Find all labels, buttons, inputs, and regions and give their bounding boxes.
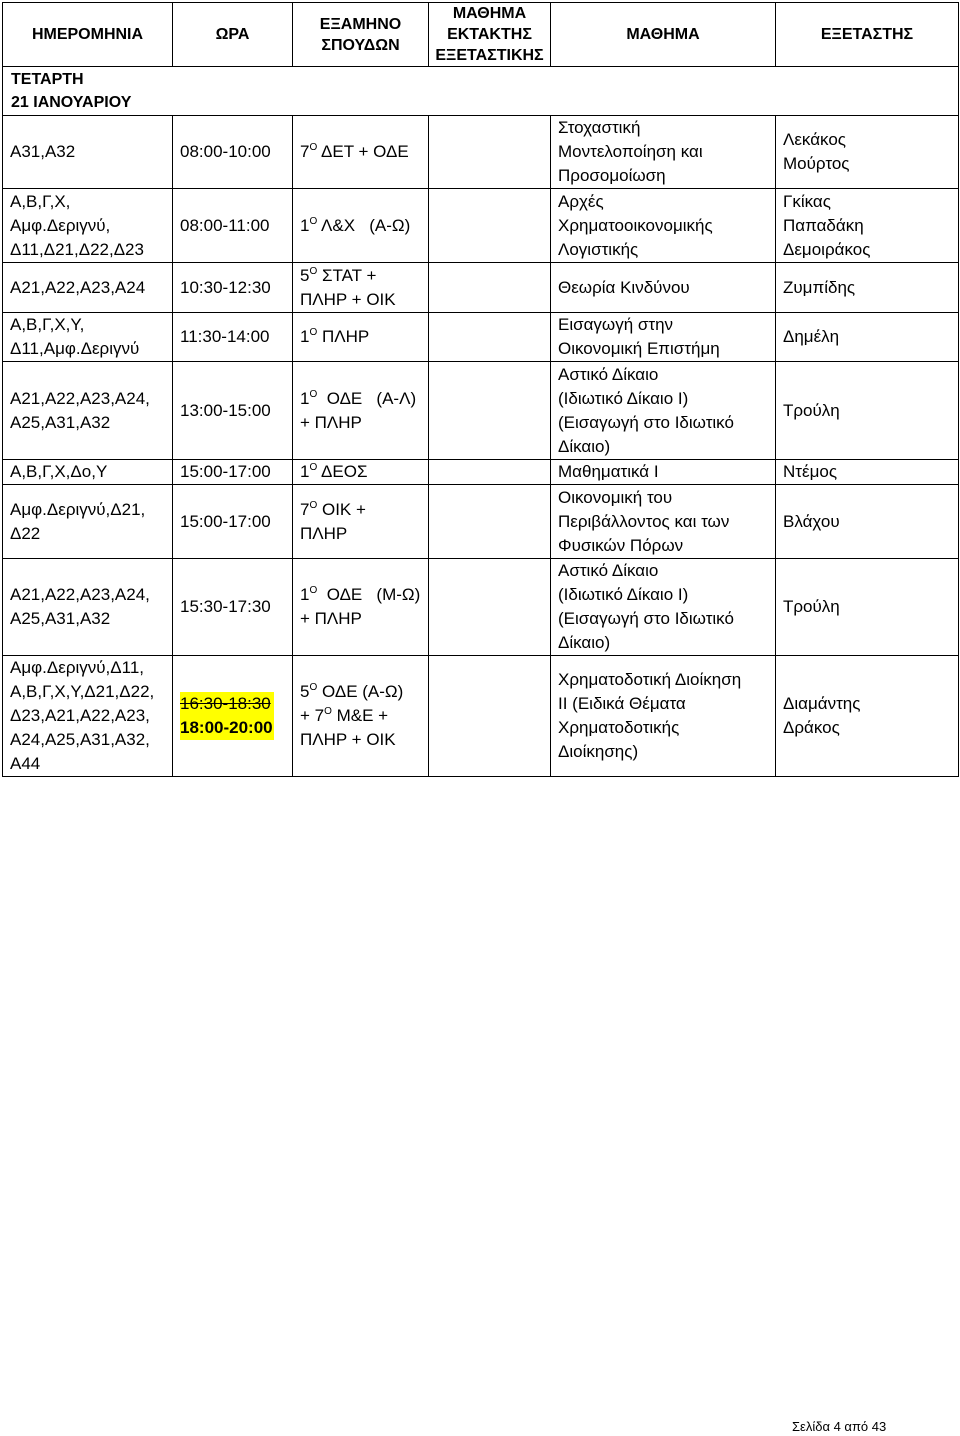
examiner-cell <box>776 116 959 189</box>
day-cell <box>3 67 959 116</box>
dept-line: Α,Β,Γ,Χ, <box>10 191 71 211</box>
time-cell <box>173 189 293 263</box>
time-text: 15:30-17:30 <box>180 597 271 616</box>
semester-program: + ΠΛΗΡ <box>300 609 362 628</box>
table-row <box>3 460 959 485</box>
table-row <box>3 362 959 460</box>
ordinal-superscript: Ο <box>309 499 318 511</box>
col-header-course: ΜΑΘΗΜΑ <box>551 3 776 67</box>
ordinal-superscript: Ο <box>309 215 318 227</box>
semester-line <box>300 140 423 164</box>
examiner-cell <box>776 485 959 559</box>
header-line: ΕΞΕΤΑΣΤΙΚΗΣ <box>435 47 544 64</box>
course-line: Θεωρία Κινδύνου <box>558 277 690 297</box>
semester-program: ΠΛΗΡ + ΟΙΚ <box>300 730 396 749</box>
semester-program: Λ&Χ (Α-Ω) <box>317 215 411 235</box>
extra-course-cell <box>429 656 551 777</box>
semester-line <box>300 325 423 349</box>
course-cell <box>551 362 776 460</box>
dept-cell <box>3 116 173 189</box>
dept-cell <box>3 559 173 656</box>
dept-line: Α24,Α25,Α31,Α32, <box>10 730 150 749</box>
dept-line: Α44 <box>10 754 41 773</box>
course-line: Οικονομική Επιστήμη <box>558 339 720 358</box>
ordinal-superscript: Ο <box>309 388 318 400</box>
header-line: ΕΞΑΜΗΝΟ <box>319 15 402 33</box>
dept-line: Α,Β,Γ,Χ,Υ, <box>10 315 85 334</box>
time-change-highlight <box>180 692 274 740</box>
dept-cell <box>3 656 173 777</box>
course-line: (Ιδιωτικό Δίκαιο Ι) <box>558 585 689 604</box>
examiner-cell <box>776 189 959 263</box>
semester-number: 1 <box>300 388 310 408</box>
dept-line: Δ23,Α21,Α22,Α23, <box>10 706 150 725</box>
time-cell <box>173 656 293 777</box>
time-text: 08:00-11:00 <box>180 215 270 235</box>
semester-cell <box>293 460 429 485</box>
semester-line <box>300 264 423 288</box>
header-line: ΕΚΤΑΚΤΗΣ <box>447 26 532 43</box>
ordinal-superscript: Ο <box>309 462 318 473</box>
ordinal-superscript: Ο <box>309 682 318 693</box>
examiner-cell <box>776 313 959 362</box>
dept-line: Α25,Α31,Α32 <box>10 609 111 628</box>
time-cell <box>173 485 293 559</box>
semester-number: 1 <box>300 585 310 604</box>
semester-line <box>300 704 423 728</box>
examiner-name: Τρούλη <box>783 400 840 420</box>
examiner-name: Παπαδάκη <box>783 215 864 235</box>
course-line: (Εισαγωγή στο Ιδιωτικό <box>558 412 734 432</box>
table-row <box>3 116 959 189</box>
semester-cell <box>293 362 429 460</box>
course-cell <box>551 656 776 777</box>
dept-cell <box>3 362 173 460</box>
course-cell <box>551 485 776 559</box>
time-text: 11:30-14:00 <box>180 327 270 346</box>
table-row <box>3 263 959 313</box>
dept-cell <box>3 189 173 263</box>
semester-program: ΠΛΗΡ <box>300 523 348 543</box>
ordinal-superscript: Ο <box>309 142 318 153</box>
course-cell <box>551 263 776 313</box>
semester-line <box>300 411 423 435</box>
course-line: Φυσικών Πόρων <box>558 535 684 555</box>
day-date: 21 ΙΑΝΟΥΑΡΙΟΥ <box>11 94 132 111</box>
col-header-time: ΩΡΑ <box>173 3 293 67</box>
time-text: 08:00-10:00 <box>180 142 271 161</box>
semester-number: 1 <box>300 462 310 481</box>
course-cell <box>551 116 776 189</box>
course-line: Οικονομική του <box>558 487 673 507</box>
course-line: (Εισαγωγή στο Ιδιωτικό <box>558 609 734 628</box>
semester-program: ΠΛΗΡ <box>317 327 370 346</box>
semester-line <box>300 460 423 484</box>
extra-course-cell <box>429 189 551 263</box>
semester-number: 7 <box>300 499 310 519</box>
table-row <box>3 189 959 263</box>
examiner-name: Μούρτος <box>783 154 850 173</box>
dept-line: Α25,Α31,Α32 <box>10 412 111 432</box>
time-cell <box>173 362 293 460</box>
time-text: 15:00-17:00 <box>180 462 271 481</box>
dept-line: Α21,Α22,Α23,Α24, <box>10 388 150 408</box>
dept-cell <box>3 313 173 362</box>
ordinal-superscript: Ο <box>309 585 318 596</box>
course-line: Αστικό Δίκαιο <box>558 561 659 580</box>
col-header-examiner: ΕΞΕΤΑΣΤΗΣ <box>776 3 959 67</box>
course-cell <box>551 313 776 362</box>
semester-program: ΔΕΟΣ <box>317 462 368 481</box>
extra-course-cell <box>429 460 551 485</box>
course-cell <box>551 460 776 485</box>
exam-schedule-table <box>2 2 959 777</box>
time-cell <box>173 313 293 362</box>
semester-line <box>300 728 423 752</box>
course-line: Χρηματοοικονομικής <box>558 215 713 235</box>
time-new: 18:00-20:00 <box>180 718 273 737</box>
time-cell <box>173 116 293 189</box>
time-text: 15:00-17:00 <box>180 511 271 531</box>
semester-cell <box>293 559 429 656</box>
header-row <box>3 3 959 67</box>
course-line: Εισαγωγή στην <box>558 315 674 334</box>
semester-program: Μ&Ε + <box>331 706 389 725</box>
semester-cell <box>293 656 429 777</box>
course-line: Μοντελοποίηση και <box>558 142 703 161</box>
semester-program: ΠΛΗΡ + ΟΙΚ <box>300 289 396 309</box>
dept-line: Α21,Α22,Α23,Α24, <box>10 585 150 604</box>
semester-program: ΟΙΚ + <box>317 499 366 519</box>
examiner-cell <box>776 559 959 656</box>
semester-number: 5 <box>300 265 310 285</box>
dept-line: Αμφ.Δεριγνύ, <box>10 215 111 235</box>
semester-program: ΟΔΕ (Α-Ω) <box>317 682 404 701</box>
semester-cell <box>293 116 429 189</box>
course-cell <box>551 189 776 263</box>
examiner-cell <box>776 460 959 485</box>
page-number: Σελίδα 4 από 43 <box>792 1419 887 1434</box>
course-line: Προσομοίωση <box>558 166 666 185</box>
col-header-semester <box>293 3 429 67</box>
semester-line <box>300 288 423 312</box>
examiner-cell <box>776 362 959 460</box>
dept-cell <box>3 460 173 485</box>
extra-course-cell <box>429 485 551 559</box>
course-line: Χρηματοδοτική Διοίκηση <box>558 670 742 689</box>
course-line: Χρηματοδοτικής <box>558 718 680 737</box>
dept-line: Α21,Α22,Α23,Α24 <box>10 277 146 297</box>
dept-line: Δ22 <box>10 523 41 543</box>
dept-cell <box>3 263 173 313</box>
table-row <box>3 656 959 777</box>
header-line: ΣΠΟΥΔΩΝ <box>321 36 400 54</box>
examiner-name: Ζυμπίδης <box>783 277 856 297</box>
time-text: 13:00-15:00 <box>180 400 271 420</box>
semester-cell <box>293 263 429 313</box>
examiner-name: Δεμοιράκος <box>783 239 871 259</box>
day-row <box>3 67 959 116</box>
time-text: 10:30-12:30 <box>180 277 271 297</box>
course-line: Λογιστικής <box>558 239 639 259</box>
semester-cell <box>293 485 429 559</box>
examiner-name: Γκίκας <box>783 191 831 211</box>
course-line: Δίκαιο) <box>558 633 611 652</box>
dept-line: Α,Β,Γ,Χ,Δο,Υ <box>10 462 108 481</box>
semester-line <box>300 214 423 238</box>
semester-number: 1 <box>300 215 310 235</box>
semester-program: ΟΔΕ (Α-Λ) <box>317 388 417 408</box>
semester-program: ΣΤΑΤ + <box>317 265 377 285</box>
extra-course-cell <box>429 362 551 460</box>
semester-number: 1 <box>300 327 310 346</box>
dept-line: Αμφ.Δεριγνύ,Δ11, <box>10 658 145 677</box>
examiner-name: Διαμάντης <box>783 694 861 713</box>
course-line: Αρχές <box>558 191 604 211</box>
dept-line: Δ11,Αμφ.Δεριγνύ <box>10 339 140 358</box>
semester-number: + 7 <box>300 706 325 725</box>
semester-cell <box>293 189 429 263</box>
dept-cell <box>3 485 173 559</box>
course-line: Δίκαιο) <box>558 436 611 456</box>
course-cell <box>551 559 776 656</box>
semester-line <box>300 522 423 546</box>
semester-line <box>300 387 423 411</box>
examiner-name: Ντέμος <box>783 462 838 481</box>
time-cell <box>173 263 293 313</box>
table-row <box>3 313 959 362</box>
course-line: Περιβάλλοντος και των <box>558 511 730 531</box>
semester-program: + ΠΛΗΡ <box>300 412 362 432</box>
dept-line: Α31,Α32 <box>10 142 76 161</box>
ordinal-superscript: Ο <box>309 265 318 277</box>
examiner-cell <box>776 656 959 777</box>
semester-program: ΔΕΤ + ΟΔΕ <box>317 142 409 161</box>
extra-course-cell <box>429 263 551 313</box>
time-cell <box>173 460 293 485</box>
course-line: Στοχαστική <box>558 118 641 137</box>
dept-line: Αμφ.Δεριγνύ,Δ21, <box>10 499 146 519</box>
extra-course-cell <box>429 116 551 189</box>
semester-number: 5 <box>300 682 310 701</box>
semester-line <box>300 607 423 631</box>
examiner-name: Δημέλη <box>783 327 840 346</box>
semester-number: 7 <box>300 142 310 161</box>
semester-cell <box>293 313 429 362</box>
dept-line: Δ11,Δ21,Δ22,Δ23 <box>10 239 144 259</box>
examiner-cell <box>776 263 959 313</box>
extra-course-cell <box>429 313 551 362</box>
course-line: ΙΙ (Ειδικά Θέματα <box>558 694 686 713</box>
ordinal-superscript: Ο <box>324 706 332 717</box>
semester-line <box>300 680 423 704</box>
course-line: (Ιδιωτικό Δίκαιο Ι) <box>558 388 689 408</box>
time-old-struck: 16:30-18:30 <box>180 694 271 713</box>
dept-line: Α,Β,Γ,Χ,Υ,Δ21,Δ22, <box>10 682 155 701</box>
table-row <box>3 485 959 559</box>
ordinal-superscript: Ο <box>309 327 318 338</box>
examiner-name: Τρούλη <box>783 597 840 616</box>
course-line: Αστικό Δίκαιο <box>558 364 659 384</box>
table-row <box>3 559 959 656</box>
examiner-name: Λεκάκος <box>783 130 846 149</box>
course-line: Μαθηματικά Ι <box>558 462 659 481</box>
semester-line <box>300 583 423 607</box>
course-line: Διοίκησης) <box>558 742 639 761</box>
header-line: ΜΑΘΗΜΑ <box>452 5 527 22</box>
col-header-extra-course <box>429 3 551 67</box>
time-cell <box>173 559 293 656</box>
extra-course-cell <box>429 559 551 656</box>
semester-line <box>300 498 423 522</box>
day-name: ΤΕΤΑΡΤΗ <box>11 71 84 88</box>
col-header-date: ΗΜΕΡΟΜΗΝΙΑ <box>3 3 173 67</box>
semester-program: ΟΔΕ (Μ-Ω) <box>317 585 421 604</box>
examiner-name: Δράκος <box>783 718 840 737</box>
examiner-name: Βλάχου <box>783 511 840 531</box>
